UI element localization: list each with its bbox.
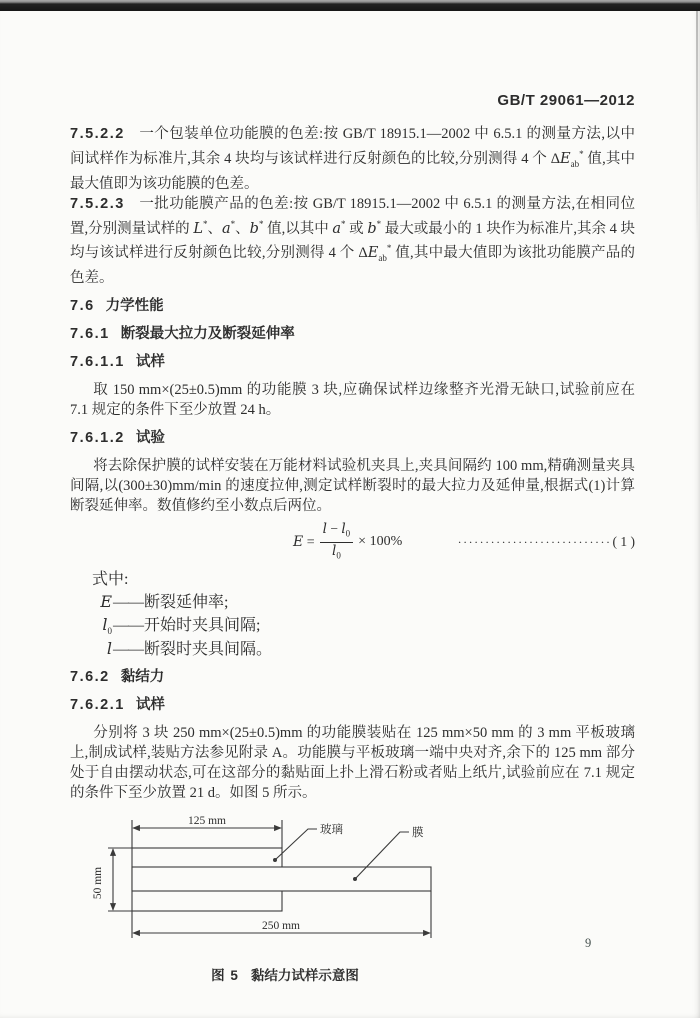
heading-title: 断裂最大拉力及断裂延伸率 (120, 326, 295, 343)
dash: —— (113, 616, 143, 634)
heading-number: 7.6 (70, 298, 95, 315)
symbol: l (106, 638, 112, 658)
equation-1 (70, 521, 635, 563)
heading-number: 7.6.1.2 (70, 430, 125, 447)
standard-number: GB/T 29061—2012 (497, 92, 635, 109)
heading-7-6 (70, 296, 635, 316)
dimension-label-250: 250 mm (261, 919, 301, 932)
figure-5-caption (70, 968, 500, 984)
leader-dot-film (353, 877, 357, 881)
film-label: 膜 (412, 826, 424, 839)
clause-text: 一个包装单位功能膜的色差:按 GB/T 18915.1—2002 中 6.5.1 的测量方法,以中间试样作为标准片,其余 4 块均与该试样进行反射颜色的比较,分别测得 4 个 $\Delta E_{ab}^*$ 值,其中最大值即为该功能膜的色差。 (70, 126, 636, 192)
dash: —— (113, 593, 143, 611)
fraction-denominator: $l_0$ (331, 542, 341, 561)
where-row-l (70, 636, 635, 659)
heading-7-6-2 (70, 667, 635, 687)
clause-7-5-2-2 (70, 124, 635, 194)
equation-expression (293, 521, 402, 563)
definition: 断裂时夹具间隔。 (144, 640, 273, 658)
leader-dot-glass (273, 858, 277, 862)
where-row-l0 (70, 612, 635, 636)
equation-lhs: E = (293, 533, 315, 550)
heading-number: 7.6.1.1 (70, 354, 125, 371)
clause-7-5-2-3 (70, 194, 635, 289)
paragraph-text: 将去除保护膜的试样安装在万能材料试验机夹具上,夹具间隔约 100 mm,精确测量夹具间隔,以(300±30)mm/min 的速度拉伸,测定试样断裂时的最大拉力及延伸量,根据式(1)计算断裂延伸率。数值修约至小数点后两位。 (70, 458, 635, 515)
heading-title: 力学性能 (105, 298, 164, 315)
equation-suffix: × 100% (358, 534, 403, 550)
dimension-label-50: 50 mm (92, 866, 104, 899)
fraction-numerator: $l - l_0$ (320, 521, 354, 543)
figure-5-diagram (70, 807, 500, 949)
heading-7-6-2-1 (70, 695, 635, 715)
definition: 开始时夹具间隔; (144, 616, 261, 634)
heading-number: 7.6.2.1 (70, 696, 125, 713)
glass-label: 玻璃 (320, 823, 343, 836)
symbol: E (100, 591, 112, 611)
standard-number-header (70, 92, 635, 109)
page-number: 9 (585, 936, 592, 950)
figure-caption-title: 黏结力试样示意图 (250, 967, 359, 983)
heading-title: 试样 (135, 696, 165, 713)
heading-title: 黏结力 (120, 668, 165, 685)
paragraph-text: 分别将 3 块 250 mm×(25±0.5)mm 的功能膜装贴在 125 mm×50 mm 的 3 mm 平板玻璃上,制成试样,装贴方法参见附录 A。功能膜与平板玻璃一端中央对齐,余下的 125 mm 部分处于自由摆动状态,可在这部分的黏贴面上扑上滑石粉或者贴上纸片,试验前应在 7.1 规定的条件下至少放置 21 d。如图 5 所示。 (70, 724, 635, 801)
clause-number: 7.5.2.3 (70, 195, 125, 212)
where-intro: 式中: (92, 570, 129, 588)
scan-top-edge (0, 0, 700, 11)
paragraph-test (70, 456, 635, 516)
heading-number: 7.6.1 (70, 326, 110, 343)
clause-number: 7.5.2.2 (70, 126, 125, 142)
heading-number: 7.6.2 (70, 668, 110, 685)
dot-leader: ···························· (457, 535, 612, 550)
paragraph-text: 取 150 mm×(25±0.5)mm 的功能膜 3 块,应确保试样边缘整齐光滑无缺口,试验前应在 7.1 规定的条件下至少放置 24 h。 (70, 382, 635, 419)
where-row-E (70, 589, 635, 612)
figure-caption-number: 图 5 (211, 967, 239, 983)
dimension-label-125: 125 mm (187, 814, 227, 827)
figure-5 (70, 807, 500, 954)
dash: —— (113, 640, 143, 658)
paragraph-bond (70, 723, 635, 803)
definition: 断裂延伸率; (144, 593, 229, 611)
heading-title: 试验 (135, 430, 165, 447)
equation-number: ( 1 ) (612, 534, 635, 550)
paragraph-sample (70, 380, 635, 420)
heading-7-6-1-2 (70, 428, 635, 448)
heading-7-6-1 (70, 324, 635, 344)
clause-text: 一批功能膜产品的色差:按 GB/T 18915.1—2002 中 6.5.1 的测量方法,在相同位置,分别测量试样的 L*、a*、b* 值,以其中 a* 或 b* 最大或最小的 1 块作为标准片,其余 4 块均与该试样进行反射颜色比较,分别测得 4 个 $\Delta E_{ab}^*$ 值,其中最大值即为该批功能膜产品的色差。 (70, 195, 636, 287)
scan-right-edge (696, 11, 698, 241)
leader-line-glass (275, 829, 317, 860)
symbol: $l_0$ (102, 614, 112, 636)
film-strip-outline (132, 867, 431, 891)
heading-7-6-1-1 (70, 352, 635, 372)
fraction (320, 521, 354, 563)
heading-title: 试样 (135, 354, 165, 371)
